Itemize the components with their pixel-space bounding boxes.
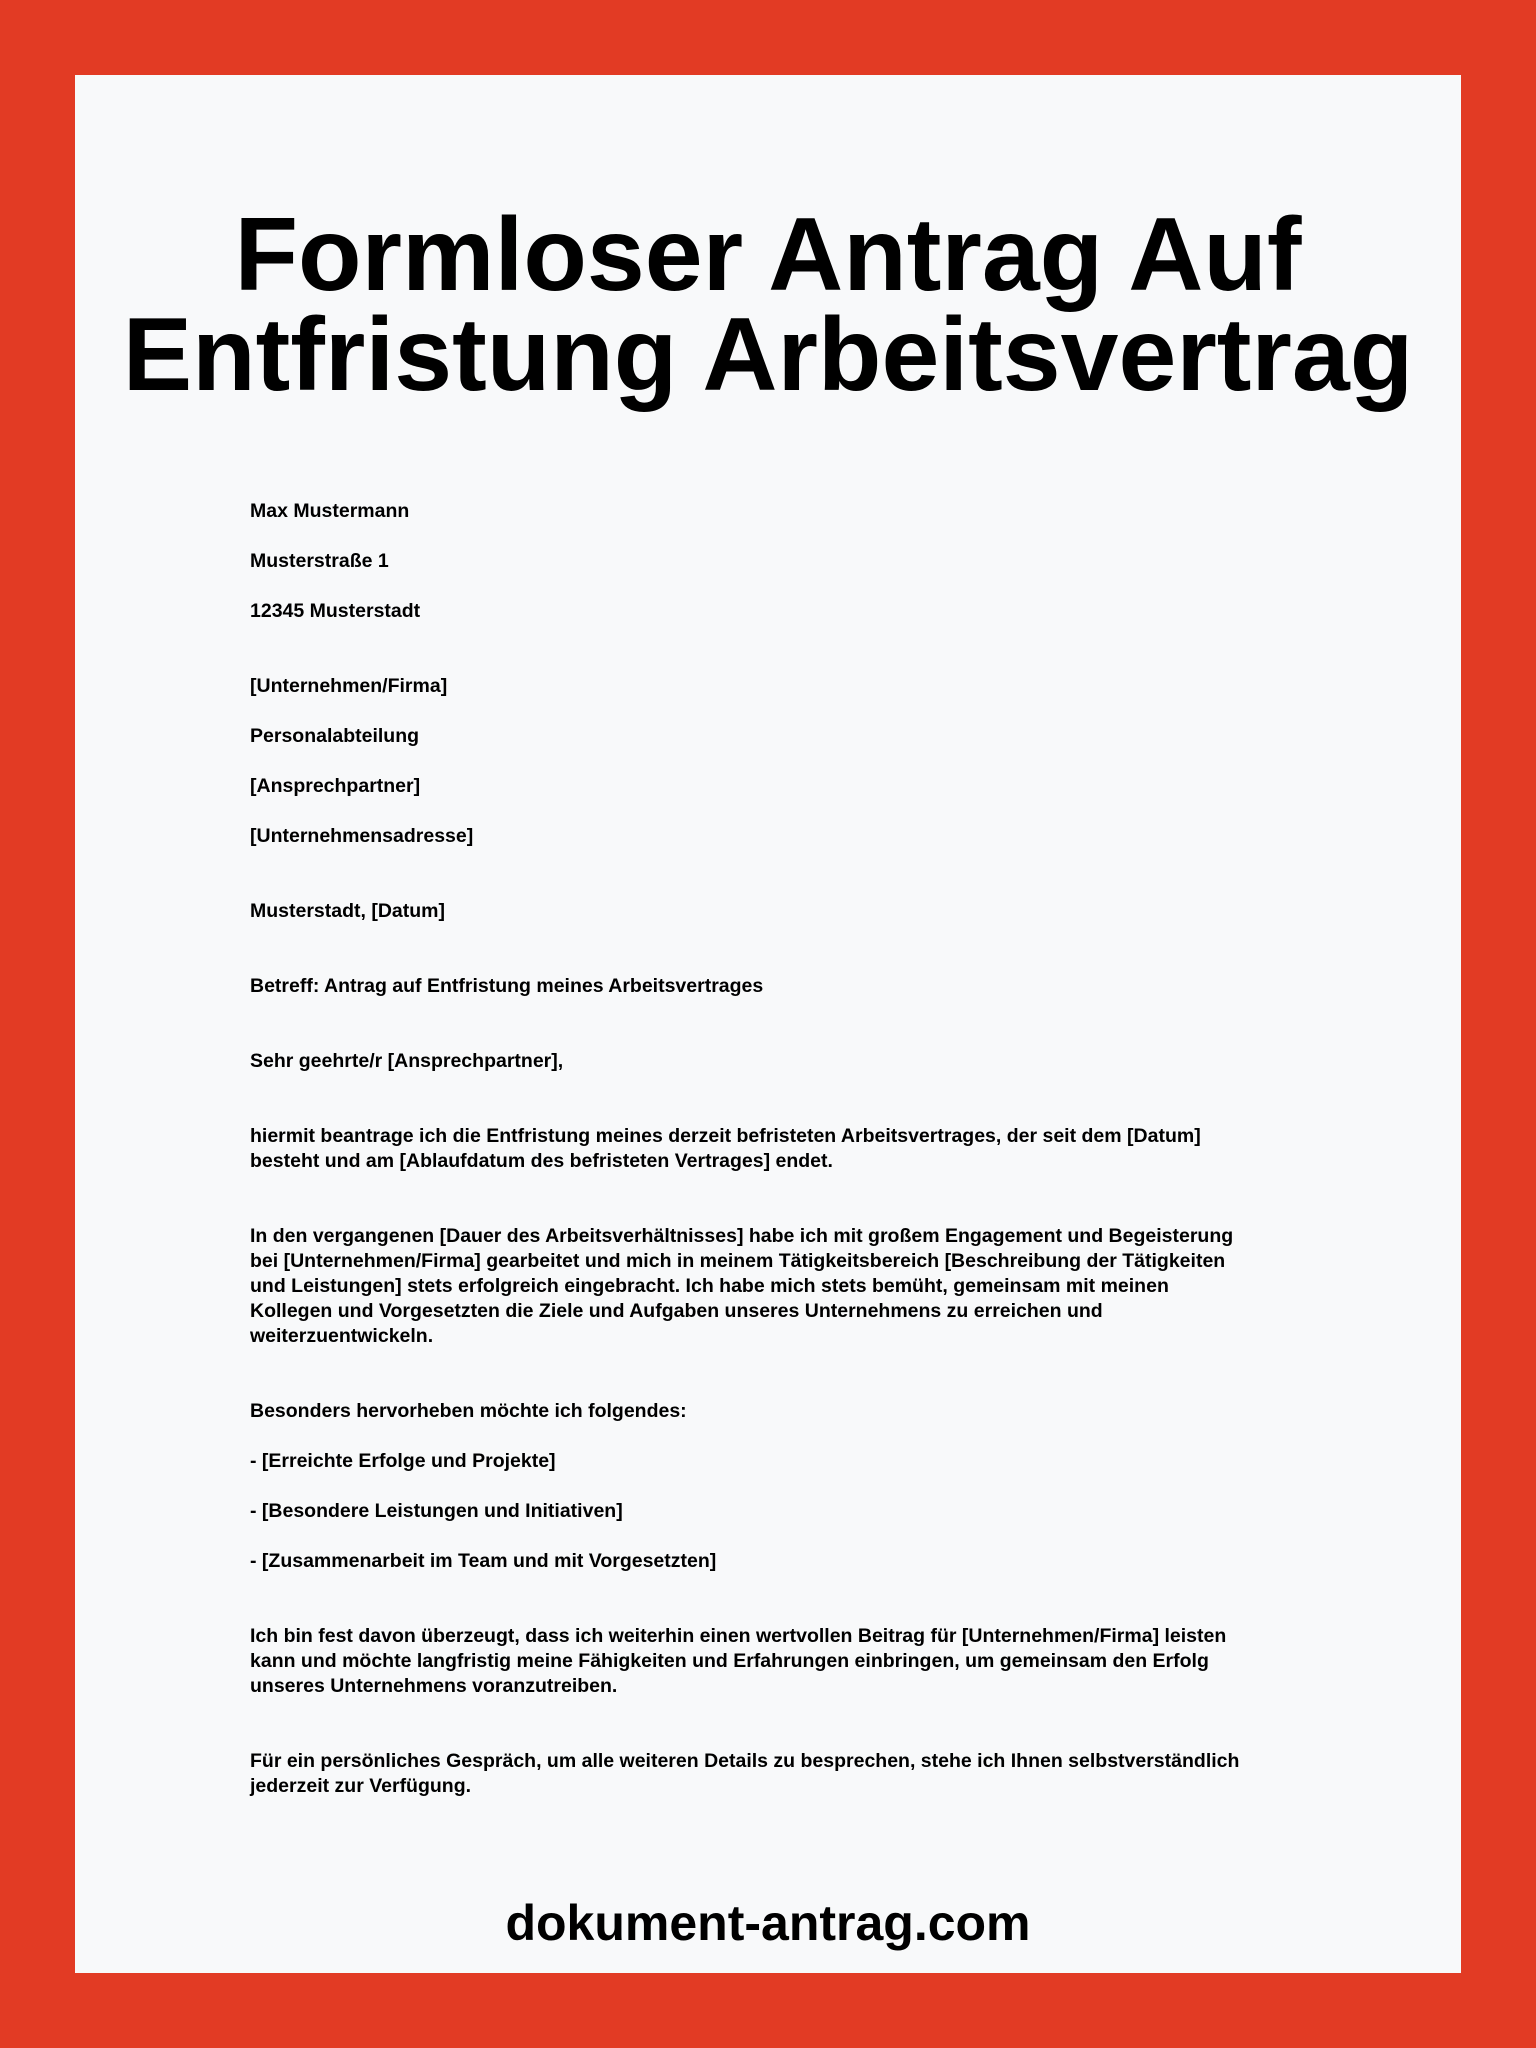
paragraph-2-line: In den vergangenen [Dauer des Arbeitsverhältnisses] habe ich mit großem Engagement und Begeisterung bbox=[250, 1225, 1234, 1247]
paragraph-1-line: hiermit beantrage ich die Entfristung meines derzeit befristeten Arbeitsvertrages, der seit dem [Datum] bbox=[250, 1125, 1201, 1147]
paragraph-3-line: kann und möchte langfristig meine Fähigkeiten und Erfahrungen einbringen, um gemeinsam den Erfolg bbox=[250, 1650, 1209, 1672]
highlights-intro: Besonders hervorheben möchte ich folgendes: bbox=[250, 1400, 687, 1422]
highlight-item: - [Besondere Leistungen und Initiativen] bbox=[250, 1500, 623, 1522]
highlight-item: - [Erreichte Erfolge und Projekte] bbox=[250, 1450, 556, 1472]
paragraph-4-line: Für ein persönliches Gespräch, um alle weiteren Details zu besprechen, stehe ich Ihnen selbstverständlich bbox=[250, 1750, 1240, 1772]
footer-website: dokument-antrag.com bbox=[505, 1895, 1031, 1951]
recipient-department: Personalabteilung bbox=[250, 725, 420, 747]
subject-line: Betreff: Antrag auf Entfristung meines Arbeitsvertrages bbox=[250, 975, 764, 997]
paragraph-3-line: unseres Unternehmens voranzutreiben. bbox=[250, 1675, 618, 1697]
document-sheet bbox=[75, 75, 1461, 1973]
paragraph-2-line: bei [Unternehmen/Firma] gearbeitet und mich in meinem Tätigkeitsbereich [Beschreibung der Tätigkeiten bbox=[250, 1250, 1226, 1272]
date-line: Musterstadt, [Datum] bbox=[250, 900, 446, 922]
paragraph-2-line: und Leistungen] stets erfolgreich eingebracht. Ich habe mich stets bemüht, gemeinsam mit meinen bbox=[250, 1275, 1169, 1297]
recipient-contact: [Ansprechpartner] bbox=[250, 775, 421, 797]
paragraph-2-line: Kollegen und Vorgesetzten die Ziele und Aufgaben unseres Unternehmens zu erreichen und bbox=[250, 1300, 1103, 1322]
paragraph-4-line: jederzeit zur Verfügung. bbox=[250, 1775, 472, 1797]
recipient-company: [Unternehmen/Firma] bbox=[250, 675, 448, 697]
highlight-item: - [Zusammenarbeit im Team und mit Vorgesetzten] bbox=[250, 1550, 717, 1572]
paragraph-1-line: besteht und am [Ablaufdatum des befristeten Vertrages] endet. bbox=[250, 1150, 833, 1172]
title-line-1: Formloser Antrag Auf bbox=[234, 197, 1302, 313]
salutation: Sehr geehrte/r [Ansprechpartner], bbox=[250, 1050, 564, 1072]
sender-city: 12345 Musterstadt bbox=[250, 600, 421, 622]
paragraph-2-line: weiterzuentwickeln. bbox=[250, 1325, 434, 1347]
recipient-address: [Unternehmensadresse] bbox=[250, 825, 474, 847]
sender-street: Musterstraße 1 bbox=[250, 550, 389, 572]
sender-name: Max Mustermann bbox=[250, 500, 410, 522]
document-title bbox=[75, 197, 1461, 413]
title-line-2: Entfristung Arbeitsvertrag bbox=[122, 297, 1414, 413]
paragraph-3-line: Ich bin fest davon überzeugt, dass ich weiterhin einen wertvollen Beitrag für [Unternehmen/Firma] leisten bbox=[250, 1625, 1227, 1647]
